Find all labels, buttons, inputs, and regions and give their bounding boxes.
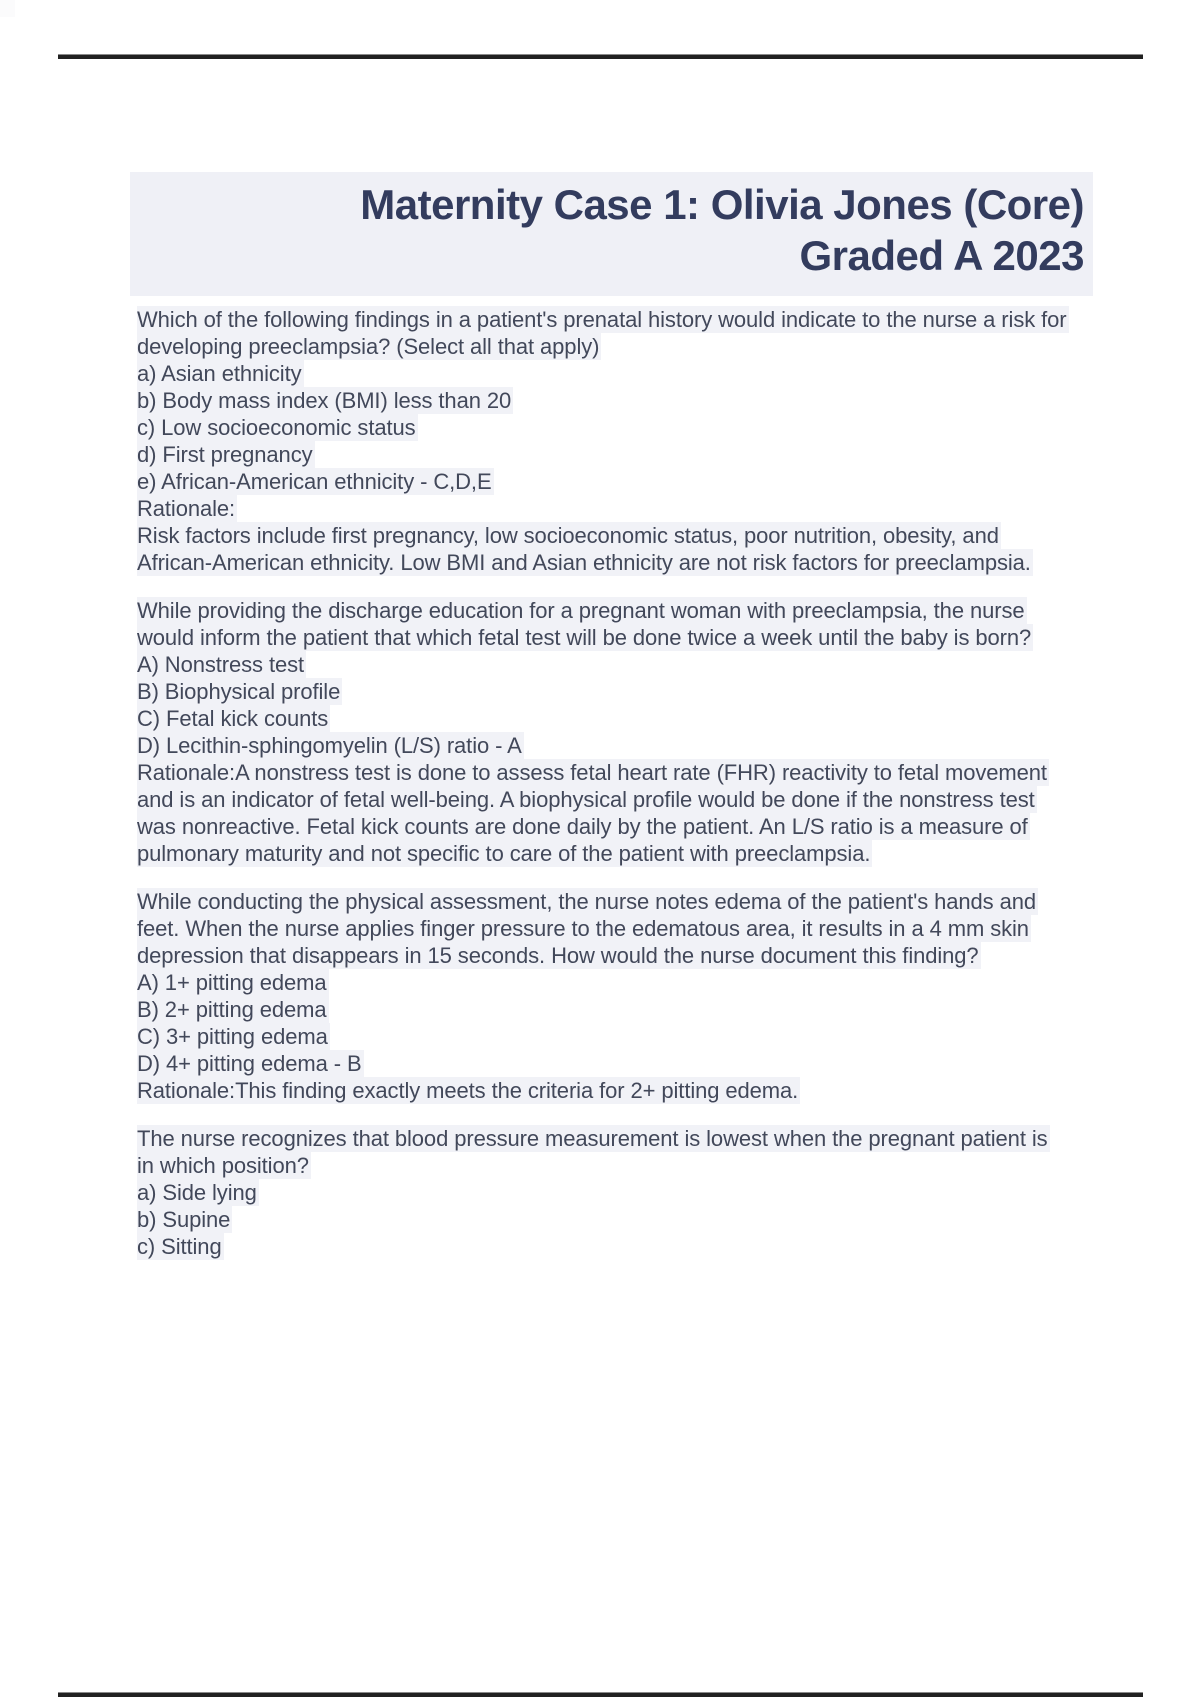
question-3-rationale-text: [137, 1077, 1070, 1104]
question-2-rationale-text: [137, 759, 1070, 867]
question-1-option-c-span: c) Low socioeconomic status: [137, 415, 416, 440]
question-2-option-c-span: C) Fetal kick counts: [137, 706, 329, 731]
question-4-text: [137, 1125, 1070, 1179]
question-4-option-a-span: a) Side lying: [137, 1180, 257, 1205]
question-1-option-b: [137, 387, 1070, 414]
question-3-text-span: While conducting the physical assessment, the nurse notes edema of the patient's hands and feet. When the nurse applies finger pressure to the edematous area, it results in a 4 mm skin depression that disappears in 15 seconds. How would the nurse document this finding?: [137, 889, 1036, 968]
question-2-option-c: [137, 705, 1070, 732]
question-2-option-a: [137, 651, 1070, 678]
question-1-option-d: [137, 441, 1070, 468]
question-3-option-b-span: B) 2+ pitting edema: [137, 997, 327, 1022]
question-1-rationale-text: [137, 522, 1070, 576]
question-4-option-c: [137, 1233, 1070, 1260]
question-3-option-c: [137, 1023, 1070, 1050]
question-1-option-c: [137, 414, 1070, 441]
question-block-4: [137, 1125, 1070, 1260]
question-4-option-b-span: b) Supine: [137, 1207, 231, 1232]
question-1-option-d-span: d) First pregnancy: [137, 442, 313, 467]
question-1-option-b-span: b) Body mass index (BMI) less than 20: [137, 388, 512, 413]
bottom-rule: [58, 1692, 1143, 1697]
question-block-1: [137, 306, 1070, 576]
question-2-option-a-span: A) Nonstress test: [137, 652, 305, 677]
question-2-option-d: [137, 732, 1070, 759]
question-block-2: [137, 597, 1070, 867]
question-3-text: [137, 888, 1070, 969]
question-3-option-d-span: D) 4+ pitting edema - B: [137, 1051, 362, 1076]
question-block-3: [137, 888, 1070, 1104]
question-3-option-a: [137, 969, 1070, 996]
document-title-line-1: Maternity Case 1: Olivia Jones (Core): [360, 181, 1084, 228]
title-block: [130, 172, 1093, 296]
question-3-option-a-span: A) 1+ pitting edema: [137, 970, 327, 995]
question-2-option-d-span: D) Lecithin-sphingomyelin (L/S) ratio - A: [137, 733, 522, 758]
document-body: [137, 306, 1070, 1281]
question-2-text: [137, 597, 1070, 651]
question-1-option-e: [137, 468, 1070, 495]
question-4-option-a: [137, 1179, 1070, 1206]
question-2-text-span: While providing the discharge education for a pregnant woman with preeclampsia, the nurse would inform the patient that which fetal test will be done twice a week until the baby is born?: [137, 598, 1032, 650]
question-1-rationale-label-span: Rationale:: [137, 496, 236, 521]
question-3-option-b: [137, 996, 1070, 1023]
question-1-option-e-span: e) African-American ethnicity - C,D,E: [137, 469, 492, 494]
question-1-text-span: Which of the following findings in a patient's prenatal history would indicate to the nurse a risk for developing preeclampsia? (Select all that apply): [137, 307, 1067, 359]
question-1-rationale-text-span: Risk factors include first pregnancy, low socioeconomic status, poor nutrition, obesity, and African-American ethnicity. Low BMI and Asian ethnicity are not risk factors for preeclampsia.: [137, 523, 1031, 575]
question-1-option-a: [137, 360, 1070, 387]
top-rule: [58, 54, 1143, 59]
question-1-text: [137, 306, 1070, 360]
question-2-rationale-text-span: Rationale:A nonstress test is done to assess fetal heart rate (FHR) reactivity to fetal movement and is an indicator of fetal well-being. A biophysical profile would be done if the nonstress test was nonreactive. Fetal kick counts are done daily by the patient. An L/S ratio is a measure of pulmonary maturity and not specific to care of the patient with preeclampsia.: [137, 760, 1047, 866]
question-2-option-b: [137, 678, 1070, 705]
document-title-line-2: Graded A 2023: [799, 232, 1084, 279]
question-1-option-a-span: a) Asian ethnicity: [137, 361, 302, 386]
question-3-option-c-span: C) 3+ pitting edema: [137, 1024, 328, 1049]
question-3-option-d: [137, 1050, 1070, 1077]
question-4-option-c-span: c) Sitting: [137, 1234, 222, 1259]
scan-corner-artifact: [0, 0, 15, 17]
question-2-option-b-span: B) Biophysical profile: [137, 679, 341, 704]
question-1-rationale-label: [137, 495, 1070, 522]
question-3-rationale-text-span: Rationale:This finding exactly meets the criteria for 2+ pitting edema.: [137, 1078, 799, 1103]
question-4-option-b: [137, 1206, 1070, 1233]
question-4-text-span: The nurse recognizes that blood pressure measurement is lowest when the pregnant patient is in which position?: [137, 1126, 1048, 1178]
